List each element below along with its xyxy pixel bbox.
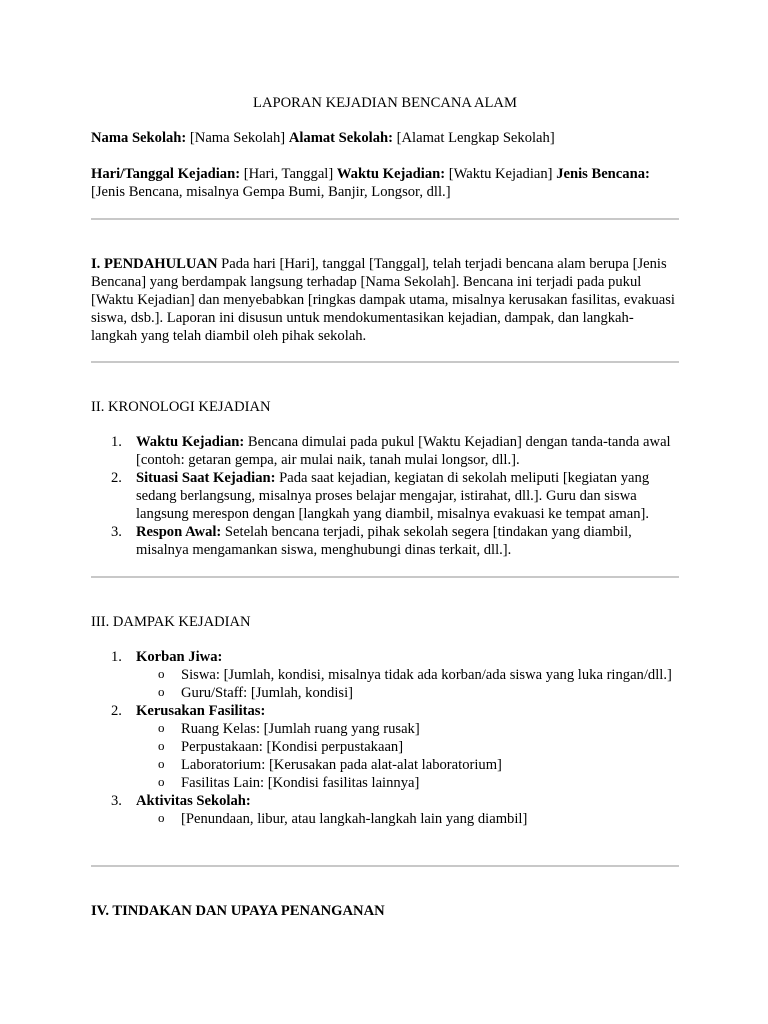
sub-item-text: Siswa: [Jumlah, kondisi, misalnya tidak ada korban/ada siswa yang luka ringan/dll.] — [181, 667, 672, 683]
list-item — [91, 702, 679, 792]
school-address-value: [Alamat Lengkap Sekolah] — [393, 130, 555, 146]
list-number: 2. — [111, 470, 122, 486]
sub-item-text: [Penundaan, libur, atau langkah-langkah lain yang diambil] — [181, 811, 528, 827]
bullet-icon: o — [158, 684, 165, 699]
list-item — [91, 523, 679, 559]
sub-list — [136, 666, 679, 702]
sub-list-item — [136, 810, 679, 828]
school-name-value: [Nama Sekolah] — [186, 130, 289, 146]
sub-list-item — [136, 720, 679, 738]
event-time-value: [Waktu Kejadian] — [445, 166, 557, 182]
introduction-heading: I. PENDAHULUAN — [91, 256, 218, 272]
event-info-paragraph — [91, 165, 679, 201]
list-number: 3. — [111, 793, 122, 809]
list-item — [91, 469, 679, 523]
actions-heading-text: IV. TINDAKAN DAN UPAYA PENANGANAN — [91, 903, 385, 919]
chronology-heading: II. KRONOLOGI KEJADIAN — [91, 399, 271, 415]
sub-item-text: Perpustakaan: [Kondisi perpustakaan] — [181, 739, 404, 755]
sub-item-text: Guru/Staff: [Jumlah, kondisi] — [181, 685, 354, 701]
introduction-paragraph — [91, 255, 679, 345]
sub-list-item — [136, 738, 679, 756]
list-item — [91, 792, 679, 828]
introduction-body: Pada hari [Hari], tanggal [Tanggal], telah terjadi bencana alam berupa [Jenis Bencana] yang berdampak langsung terhadap [Nama Sekolah]. Bencana ini terjadi pada pukul [Waktu Kejadian] dan menyebabkan [ringkas dampak utama, misalnya kerusakan fasilitas, evakuasi siswa, dsb.]. Laporan ini disusun untuk mendokumentasikan kejadian, dampak, dan langkah-langkah yang telah diambil oleh pihak sekolah. — [91, 256, 675, 344]
bullet-icon: o — [158, 756, 165, 771]
divider — [91, 865, 679, 867]
sub-item-text: Ruang Kelas: [Jumlah ruang yang rusak] — [181, 721, 420, 737]
sub-list-item — [136, 756, 679, 774]
sub-list-item — [136, 684, 679, 702]
impact-list — [91, 648, 679, 828]
list-item — [91, 433, 679, 469]
item-label: Aktivitas Sekolah: — [136, 793, 251, 809]
item-label: Korban Jiwa: — [136, 649, 223, 665]
item-label: Kerusakan Fasilitas: — [136, 703, 266, 719]
bullet-icon: o — [158, 738, 165, 753]
item-label: Waktu Kejadian: — [136, 434, 245, 450]
school-info-line — [91, 129, 679, 147]
sub-item-text: Laboratorium: [Kerusakan pada alat-alat laboratorium] — [181, 757, 502, 773]
item-text: Setelah bencana terjadi, pihak sekolah segera [tindakan yang diambil, misalnya mengamankan siswa, menghubungi dinas terkait, dll.]. — [136, 524, 632, 558]
event-date-value: [Hari, Tanggal] — [240, 166, 337, 182]
list-number: 1. — [111, 434, 122, 450]
list-number: 3. — [111, 524, 122, 540]
school-address-label: Alamat Sekolah: — [288, 130, 393, 146]
bullet-icon: o — [158, 810, 165, 825]
bullet-icon: o — [158, 720, 165, 735]
item-text: Bencana dimulai pada pukul [Waktu Kejadian] dengan tanda-tanda awal [contoh: getaran gempa, air mulai naik, tanah mulai longsor, dll.]. — [136, 434, 671, 468]
item-text: Pada saat kejadian, kegiatan di sekolah meliputi [kegiatan yang sedang berlangsung, misalnya proses belajar mengajar, istirahat, dll.]. Guru dan siswa langsung merespon dengan [langkah yang diambil, misalnya evakuasi ke tempat aman]. — [136, 470, 650, 522]
sub-list — [136, 720, 679, 792]
disaster-type-label: Jenis Bencana: — [556, 166, 650, 182]
school-name-label: Nama Sekolah: — [91, 130, 187, 146]
report-title: LAPORAN KEJADIAN BENCANA ALAM — [253, 95, 517, 111]
list-number: 2. — [111, 703, 122, 719]
divider — [91, 218, 679, 220]
item-label: Respon Awal: — [136, 524, 222, 540]
sub-list-item — [136, 666, 679, 684]
event-date-label: Hari/Tanggal Kejadian: — [91, 166, 241, 182]
sub-item-text: Fasilitas Lain: [Kondisi fasilitas lainnya] — [181, 775, 420, 791]
bullet-icon: o — [158, 774, 165, 789]
event-time-label: Waktu Kejadian: — [336, 166, 446, 182]
sub-list — [136, 810, 679, 828]
sub-list-item — [136, 774, 679, 792]
divider — [91, 576, 679, 578]
disaster-type-value: [Jenis Bencana, misalnya Gempa Bumi, Banjir, Longsor, dll.] — [91, 184, 451, 200]
bullet-icon: o — [158, 666, 165, 681]
actions-heading — [91, 902, 385, 920]
list-item — [91, 648, 679, 702]
impact-heading: III. DAMPAK KEJADIAN — [91, 614, 251, 630]
divider — [91, 361, 679, 363]
item-label: Situasi Saat Kejadian: — [136, 470, 276, 486]
list-number: 1. — [111, 649, 122, 665]
chronology-list — [91, 433, 679, 559]
